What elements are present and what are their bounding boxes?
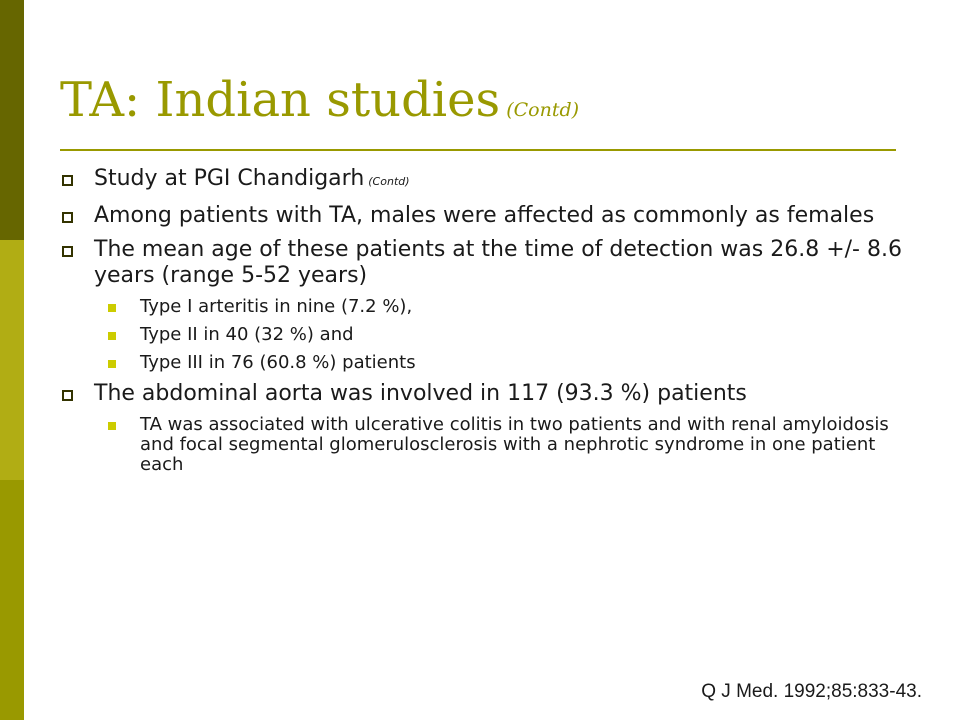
accent-bar-segment-middle	[0, 240, 24, 480]
sub-bullet-text: Type III in 76 (60.8 %) patients	[140, 352, 416, 373]
sub-bullet-text: TA was associated with ulcerative colitis in two patients and with renal amyloidosis and focal segmental glomerulosclerosis with a nephrotic syndrome in one patient each	[140, 414, 889, 475]
slide-title-sub: (Contd)	[506, 99, 580, 121]
sub-bullet-list	[60, 415, 910, 475]
bullet-text: The abdominal aorta was involved in 117 (93.3 %) patients	[94, 381, 747, 406]
bullet-item	[60, 203, 910, 229]
citation: Q J Med. 1992;85:833-43.	[701, 681, 922, 702]
title-divider	[60, 149, 896, 151]
square-bullet-icon	[62, 212, 73, 223]
filled-square-bullet-icon	[108, 304, 116, 312]
filled-square-bullet-icon	[108, 422, 116, 430]
accent-bar-segment-top	[0, 0, 24, 240]
accent-bar-segment-bottom	[0, 480, 24, 720]
bullet-text: Among patients with TA, males were affected as commonly as females	[94, 203, 875, 228]
bullet-list	[60, 166, 910, 483]
slide-title	[60, 72, 580, 128]
sub-bullet-item	[60, 297, 910, 317]
bullet-tag: (Contd)	[368, 175, 410, 188]
sub-bullet-list	[60, 297, 910, 373]
sub-bullet-item	[60, 325, 910, 345]
square-bullet-icon	[62, 390, 73, 401]
slide-title-text: TA: Indian studies	[60, 72, 501, 128]
bullet-item	[60, 166, 910, 195]
bullet-item	[60, 381, 910, 407]
bullet-text: Study at PGI Chandigarh	[94, 166, 365, 191]
filled-square-bullet-icon	[108, 332, 116, 340]
sub-bullet-item	[60, 415, 910, 475]
square-bullet-icon	[62, 175, 73, 186]
square-bullet-icon	[62, 246, 73, 257]
filled-square-bullet-icon	[108, 360, 116, 368]
bullet-text: The mean age of these patients at the time of detection was 26.8 +/- 8.6 years (range 5-52 years)	[94, 237, 902, 288]
left-accent-bar	[0, 0, 24, 720]
sub-bullet-item	[60, 353, 910, 373]
sub-bullet-text: Type II in 40 (32 %) and	[140, 324, 354, 345]
bullet-item	[60, 237, 910, 289]
sub-bullet-text: Type I arteritis in nine (7.2 %),	[140, 296, 413, 317]
